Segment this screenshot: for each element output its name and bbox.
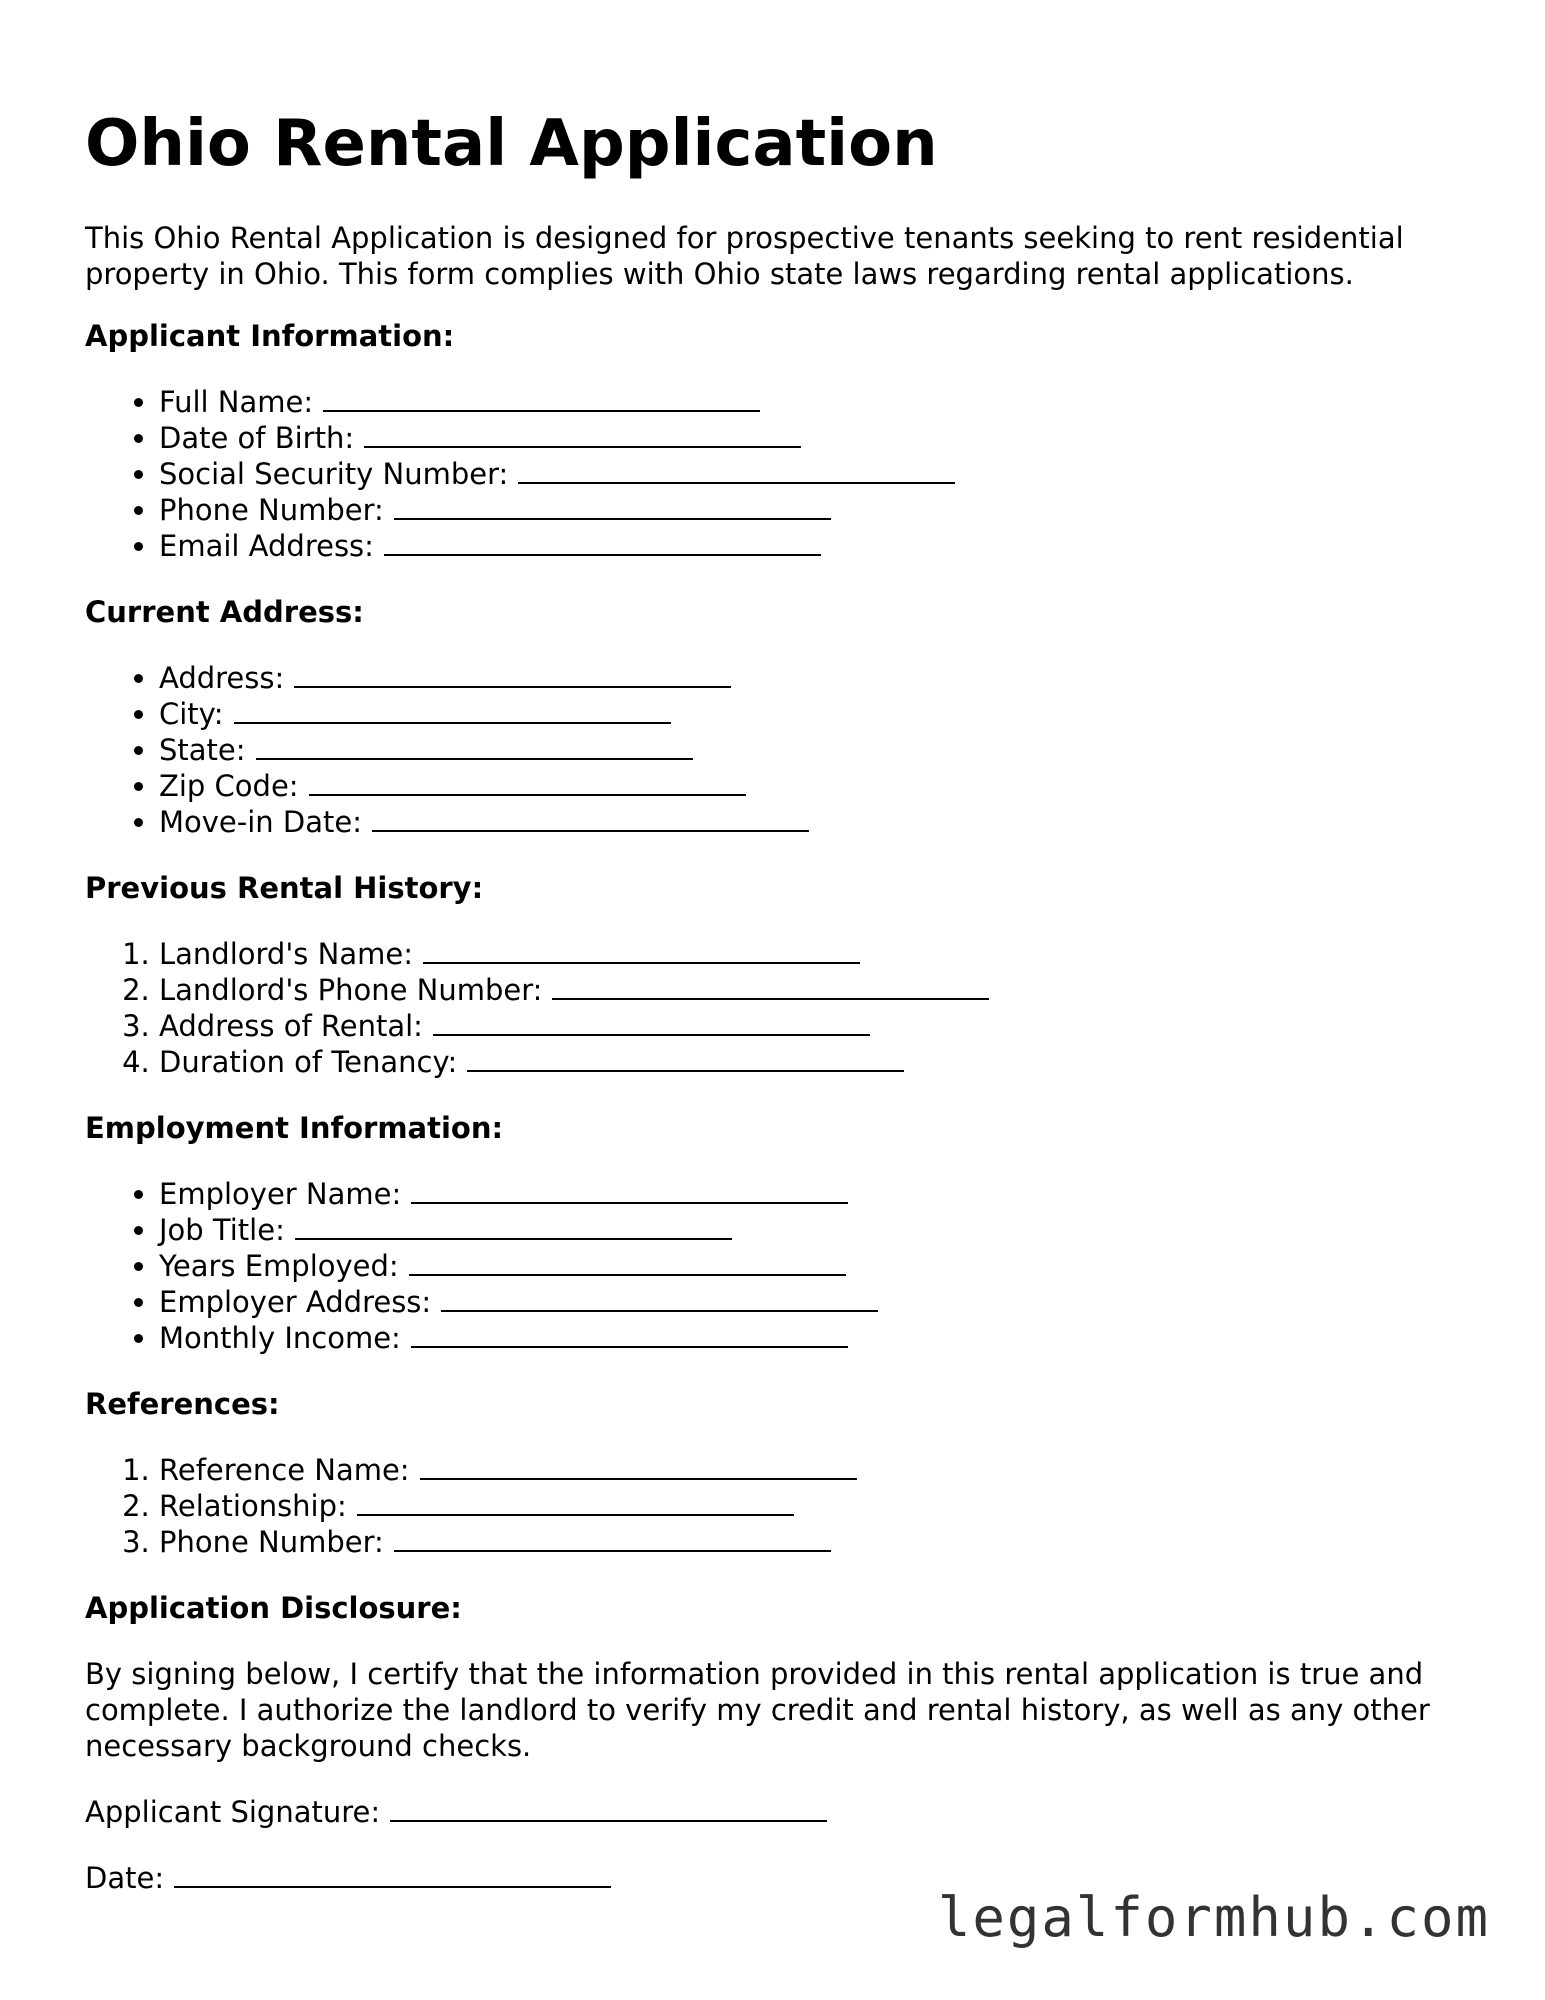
field-city <box>159 696 1465 732</box>
city-blank[interactable] <box>234 696 671 724</box>
watermark: legalformhub.com <box>937 1886 1490 1949</box>
landlord-name-blank[interactable] <box>423 936 860 964</box>
field-relationship <box>159 1488 1465 1524</box>
field-label: Email Address: <box>159 529 374 563</box>
move-in-date-blank[interactable] <box>372 804 809 832</box>
field-label: Employer Name: <box>159 1177 402 1211</box>
zip-blank[interactable] <box>309 768 746 796</box>
field-landlord-phone <box>159 972 1465 1008</box>
reference-name-blank[interactable] <box>420 1452 857 1480</box>
monthly-income-blank[interactable] <box>411 1320 848 1348</box>
field-monthly-income <box>159 1320 1465 1356</box>
signature-line <box>85 1794 1465 1830</box>
employment-fields-list <box>85 1176 1465 1356</box>
date-of-birth-blank[interactable] <box>364 420 801 448</box>
field-label: Landlord's Name: <box>159 937 413 971</box>
landlord-phone-blank[interactable] <box>552 972 989 1000</box>
section-heading-employment: Employment Information: <box>85 1111 504 1145</box>
rental-address-blank[interactable] <box>433 1008 870 1036</box>
years-employed-blank[interactable] <box>409 1248 846 1276</box>
field-label: State: <box>159 733 246 767</box>
field-label: Date of Birth: <box>159 421 355 455</box>
signature-blank[interactable] <box>390 1794 827 1822</box>
field-label: Job Title: <box>159 1213 285 1247</box>
field-state <box>159 732 1465 768</box>
section-heading-references: References: <box>85 1387 280 1421</box>
field-label: Duration of Tenancy: <box>159 1045 458 1079</box>
field-reference-phone <box>159 1524 1465 1560</box>
field-label: Monthly Income: <box>159 1321 401 1355</box>
state-blank[interactable] <box>256 732 693 760</box>
field-full-name <box>159 384 1465 420</box>
date-label: Date: <box>85 1861 165 1895</box>
field-years-employed <box>159 1248 1465 1284</box>
section-heading-current-address: Current Address: <box>85 595 364 629</box>
field-label: Social Security Number: <box>159 457 509 491</box>
phone-blank[interactable] <box>394 492 831 520</box>
disclosure-text: By signing below, I certify that the information provided in this rental application is true and complete. I authorize the landlord to verify my credit and rental history, as well as any other necessary background checks. <box>85 1657 1430 1763</box>
employer-name-blank[interactable] <box>411 1176 848 1204</box>
field-label: Address of Rental: <box>159 1009 423 1043</box>
field-reference-name <box>159 1452 1465 1488</box>
field-address <box>159 660 1465 696</box>
field-label: City: <box>159 697 224 731</box>
field-rental-address <box>159 1008 1465 1044</box>
field-label: Move-in Date: <box>159 805 362 839</box>
relationship-blank[interactable] <box>357 1488 794 1516</box>
intro-paragraph: This Ohio Rental Application is designed for prospective tenants seeking to rent residential property in Ohio. This form complies with Ohio state laws regarding rental applications. <box>85 221 1404 291</box>
field-ssn <box>159 456 1465 492</box>
reference-phone-blank[interactable] <box>394 1524 831 1552</box>
field-landlord-name <box>159 936 1465 972</box>
ssn-blank[interactable] <box>518 456 955 484</box>
current-address-fields-list <box>85 660 1465 840</box>
field-label: Address: <box>159 661 285 695</box>
applicant-fields-list <box>85 384 1465 564</box>
field-label: Employer Address: <box>159 1285 432 1319</box>
employer-address-blank[interactable] <box>441 1284 878 1312</box>
field-label: Zip Code: <box>159 769 299 803</box>
field-label: Reference Name: <box>159 1453 410 1487</box>
field-label: Relationship: <box>159 1489 347 1523</box>
form-body <box>85 318 1465 1926</box>
section-heading-disclosure: Application Disclosure: <box>85 1591 462 1625</box>
field-zip <box>159 768 1465 804</box>
signature-label: Applicant Signature: <box>85 1795 381 1829</box>
field-employer-name <box>159 1176 1465 1212</box>
section-heading-applicant: Applicant Information: <box>85 319 455 353</box>
field-label: Years Employed: <box>159 1249 399 1283</box>
field-job-title <box>159 1212 1465 1248</box>
tenancy-duration-blank[interactable] <box>467 1044 904 1072</box>
job-title-blank[interactable] <box>295 1212 732 1240</box>
field-tenancy-duration <box>159 1044 1465 1080</box>
field-date-of-birth <box>159 420 1465 456</box>
full-name-blank[interactable] <box>323 384 760 412</box>
field-move-in-date <box>159 804 1465 840</box>
field-label: Phone Number: <box>159 1525 384 1559</box>
references-fields-list <box>85 1452 1465 1560</box>
address-blank[interactable] <box>294 660 731 688</box>
section-heading-rental-history: Previous Rental History: <box>85 871 484 905</box>
rental-history-fields-list <box>85 936 1465 1080</box>
field-email <box>159 528 1465 564</box>
field-phone <box>159 492 1465 528</box>
field-label: Full Name: <box>159 385 314 419</box>
field-employer-address <box>159 1284 1465 1320</box>
field-label: Phone Number: <box>159 493 384 527</box>
date-blank[interactable] <box>174 1860 611 1888</box>
field-label: Landlord's Phone Number: <box>159 973 543 1007</box>
email-blank[interactable] <box>384 528 821 556</box>
page-title: Ohio Rental Application <box>85 107 938 181</box>
